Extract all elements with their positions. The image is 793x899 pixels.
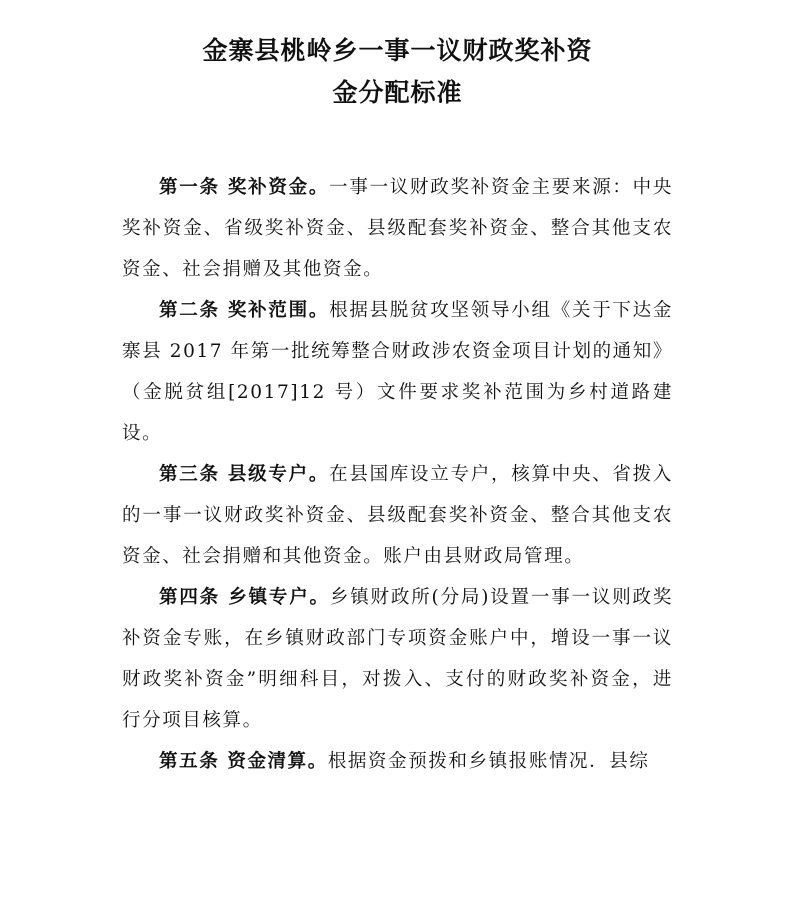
article-3 <box>122 454 673 577</box>
article-3-head: 第三条 县级专户。 <box>159 464 330 485</box>
title-line-1: 金寨县桃岭乡一事一议财政奖补资 <box>202 36 593 65</box>
article-2-body: 根据县脱贫攻坚领导小组《关于下达金寨县 2017 年第一批统筹整合财政涉农资金项目计划的通知》（金脱贫组[2017]12 号）文件要求奖补范围为乡村道路建设。 <box>122 300 674 444</box>
article-5-head: 第五条 资金清算。 <box>159 751 328 772</box>
document-title <box>122 30 673 114</box>
article-1 <box>122 167 673 290</box>
article-1-head: 第一条 奖补资金。 <box>159 177 330 198</box>
title-line-2: 金分配标准 <box>332 78 463 107</box>
article-4-body: 乡镇财政所(分局)设置一事一议则政奖补资金专账，在乡镇财政部门专项资金账户中，增设一事一议财政奖补资金”明细科目，对拨入、支付的财政奖补资金，进行分项目核算。 <box>122 587 673 731</box>
article-1-body: 一事一议财政奖补资金主要来源：中央奖补资金、省级奖补资金、县级配套奖补资金、整合其他支农资金、社会捐赠及其他资金。 <box>122 177 674 280</box>
article-2 <box>122 290 673 454</box>
article-5-body: 根据资金预拨和乡镇报账情况．县综 <box>327 751 650 772</box>
article-list <box>122 167 673 782</box>
article-2-head: 第二条 奖补范围。 <box>159 300 330 321</box>
article-3-body: 在县国库设立专户，核算中央、省拨入的一事一议财政奖补资金、县级配套奖补资金、整合其他支农资金、社会捐赠和其他资金。账户由县财政局管理。 <box>122 464 674 567</box>
article-4-head: 第四条 乡镇专户。 <box>159 587 330 608</box>
article-5 <box>122 741 673 782</box>
article-4 <box>122 577 673 741</box>
